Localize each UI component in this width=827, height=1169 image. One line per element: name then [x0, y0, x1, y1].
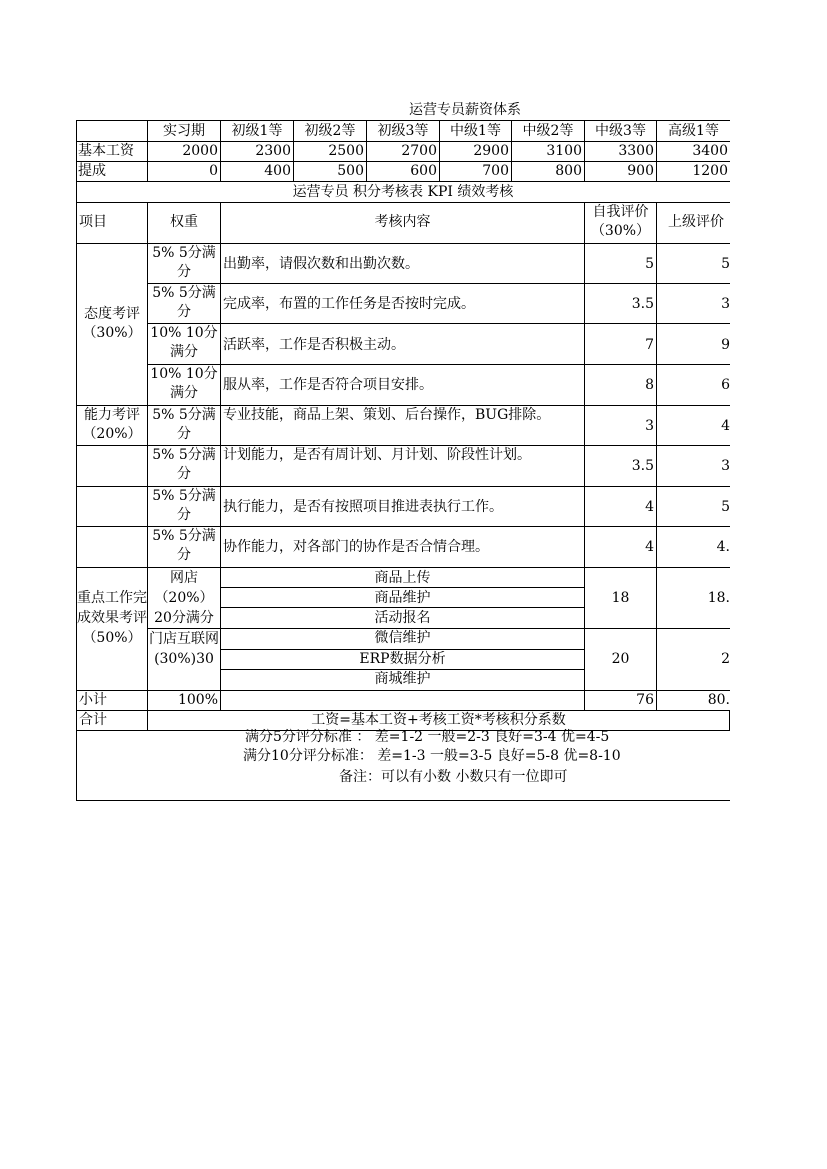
grade-header: 中级2等	[522, 123, 574, 139]
base-salary-value: 2700	[401, 143, 437, 159]
base-salary-value: 3100	[546, 143, 582, 159]
superior-score: 2	[721, 651, 730, 667]
salary-title: 运营专员薪资体系	[409, 102, 521, 118]
grade-header: 中级1等	[450, 123, 501, 139]
note-5pt-standard: 满分5分评分标准 ： 差=1-2 一般=2-3 良好=3-4 优=4-5	[245, 729, 610, 745]
commission-value: 1200	[692, 163, 728, 179]
criteria-content: 专业技能，商品上架、策划、后台操作，BUG排除。	[223, 407, 551, 423]
grade-header: 实习期	[163, 123, 205, 139]
header-superior-eval: 上级评价	[668, 214, 724, 230]
key-work-item: 商品上传	[374, 570, 431, 586]
header-self-eval: 自我评价（30%）	[590, 204, 651, 239]
base-salary-value: 3300	[618, 143, 654, 159]
self-score: 3	[645, 418, 654, 434]
criteria-content: 完成率，布置的工作任务是否按时完成。	[223, 296, 475, 312]
grade-header: 高级1等	[668, 123, 719, 139]
commission-value: 600	[410, 163, 437, 179]
subtotal-self: 76	[636, 692, 654, 708]
grid-line	[147, 243, 730, 244]
self-score: 3.5	[631, 458, 654, 474]
grid-line	[147, 323, 730, 324]
grade-header: 中级3等	[595, 123, 646, 139]
self-score: 4	[645, 539, 654, 555]
key-work-item: ERP数据分析	[359, 651, 446, 667]
row-label-commission: 提成	[78, 163, 106, 179]
weight-cell: 网店（20%）20分满分	[154, 570, 214, 626]
grid-line	[729, 710, 730, 731]
superior-score: 3	[721, 458, 730, 474]
base-salary-value: 2300	[255, 143, 291, 159]
criteria-content: 活跃率，工作是否积极主动。	[223, 337, 405, 353]
superior-score: 18.	[707, 590, 730, 606]
self-score: 20	[611, 651, 630, 667]
section-ability-label: 能力考评（20%）	[82, 407, 142, 442]
commission-value: 500	[337, 163, 364, 179]
base-salary-value: 2900	[473, 143, 509, 159]
grid-line	[76, 120, 77, 181]
grid-line	[76, 181, 730, 182]
superior-score: 6	[721, 377, 730, 393]
weight-cell: 5% 5分满分	[152, 245, 216, 280]
grid-line	[76, 181, 77, 800]
base-salary-value: 2000	[182, 143, 218, 159]
grid-line	[147, 283, 730, 284]
key-work-item: 商城维护	[374, 671, 431, 687]
total-formula: 工资=基本工资+考核工资*考核积分系数	[311, 712, 566, 728]
weight-cell: 门店互联网(30%)30	[149, 631, 219, 667]
commission-value: 900	[627, 163, 654, 179]
grid-line	[76, 800, 730, 801]
subtotal-superior: 80.	[707, 692, 730, 708]
weight-cell: 5% 5分满分	[152, 488, 216, 523]
section-attitude-label: 态度考评（30%）	[82, 306, 142, 341]
header-weight: 权重	[170, 214, 198, 230]
commission-value: 0	[209, 163, 218, 179]
row-label-base-salary: 基本工资	[78, 143, 134, 159]
key-work-item: 商品维护	[374, 590, 431, 606]
grade-header: 初级2等	[304, 123, 356, 139]
criteria-content: 计划能力，是否有周计划、月计划、阶段性计划。	[223, 447, 531, 463]
header-item: 项目	[79, 214, 107, 230]
header-content: 考核内容	[374, 214, 431, 230]
criteria-content: 协作能力，对各部门的协作是否合情合理。	[223, 539, 489, 555]
grid-line	[76, 243, 147, 244]
section-key-work-label: 重点工作完成效果考评（50%）	[77, 590, 147, 646]
commission-value: 400	[264, 163, 291, 179]
note-10pt-standard: 满分10分评分标准： 差=1-3 一般=3-5 良好=5-8 优=8-10	[243, 748, 621, 764]
weight-cell: 5% 5分满分	[152, 447, 216, 482]
base-salary-value: 2500	[328, 143, 364, 159]
kpi-title: 运营专员 积分考核表 KPI 绩效考核	[292, 184, 514, 200]
subtotal-weight: 100%	[177, 692, 218, 708]
grade-header: 初级3等	[377, 123, 429, 139]
superior-score: 4.	[716, 539, 730, 555]
grid-line	[147, 364, 730, 365]
total-label: 合计	[79, 712, 107, 728]
superior-score: 4	[721, 418, 730, 434]
criteria-content: 出勤率，请假次数和出勤次数。	[223, 256, 419, 272]
self-score: 7	[645, 337, 654, 353]
self-score: 5	[645, 256, 654, 272]
subtotal-label: 小计	[79, 692, 107, 708]
note-remark: 备注：可以有小数 小数只有一位即可	[339, 769, 568, 785]
weight-cell: 10% 10分满分	[150, 366, 218, 401]
weight-cell: 10% 10分满分	[150, 325, 218, 360]
criteria-content: 服从率，工作是否符合项目安排。	[223, 377, 433, 393]
base-salary-value: 3400	[692, 143, 728, 159]
weight-cell: 5% 5分满分	[152, 285, 216, 320]
superior-score: 5	[721, 256, 730, 272]
grade-header: 初级1等	[231, 123, 283, 139]
superior-score: 3	[721, 296, 730, 312]
self-score: 18	[611, 590, 630, 606]
self-score: 8	[645, 377, 654, 393]
commission-value: 700	[482, 163, 509, 179]
key-work-item: 微信维护	[374, 630, 431, 646]
superior-score: 5	[721, 499, 730, 515]
criteria-content: 执行能力，是否有按照项目推进表执行工作。	[223, 499, 503, 515]
weight-cell: 5% 5分满分	[152, 407, 216, 442]
commission-value: 800	[555, 163, 582, 179]
self-score: 3.5	[631, 296, 654, 312]
weight-cell: 5% 5分满分	[152, 528, 216, 563]
self-score: 4	[645, 499, 654, 515]
key-work-item: 活动报名	[374, 610, 431, 626]
superior-score: 9	[721, 337, 730, 353]
